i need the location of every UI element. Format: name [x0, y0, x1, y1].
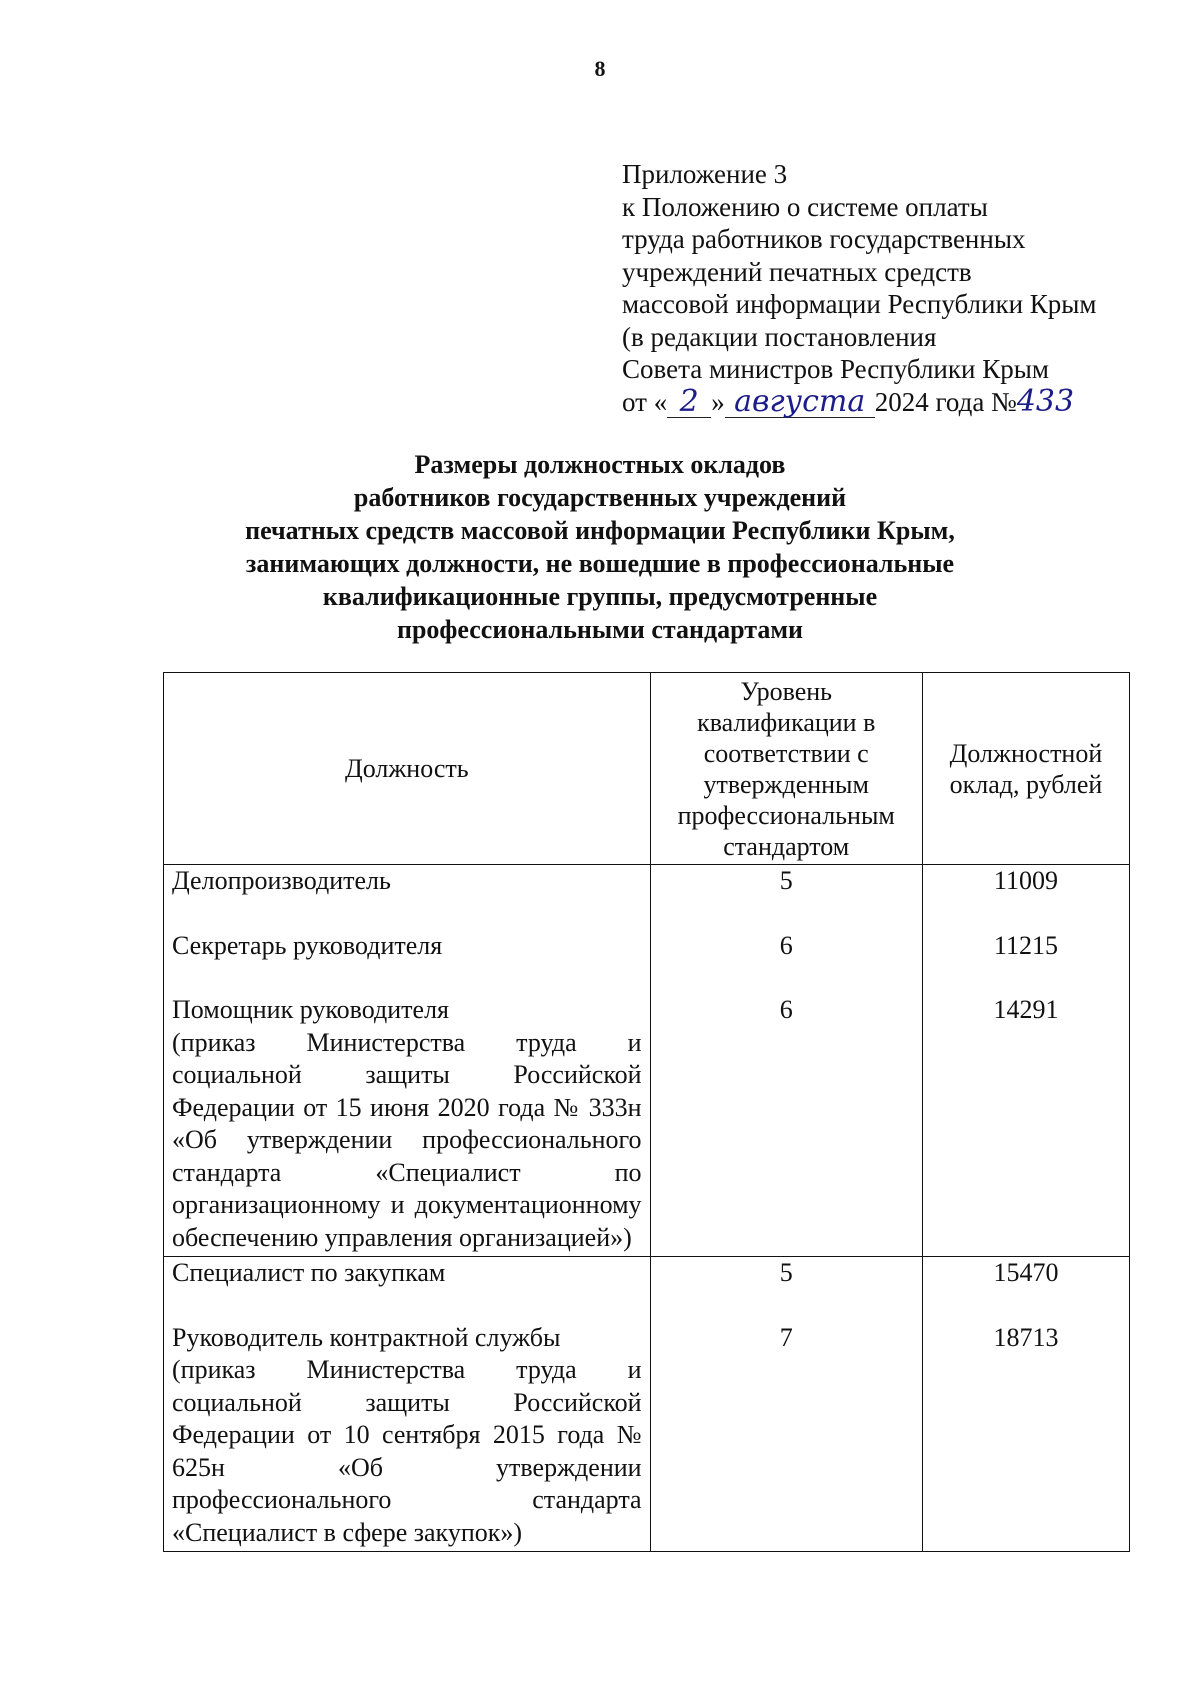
document-title: [0, 448, 1200, 646]
decree-date-line: [622, 383, 1182, 420]
salary-value: 14291: [993, 995, 1059, 1024]
table-row: [164, 1257, 1130, 1552]
header-qualification-level: Уровень квалификации в соответствии с утвержденным профессиональным стандартом: [650, 673, 922, 865]
position-name: Делопроизводитель: [172, 866, 391, 895]
position-cell: [164, 865, 651, 1257]
handwritten-day: 2: [679, 383, 699, 419]
appendix-line: (в редакции постановления: [622, 321, 937, 352]
position-name: Помощник руководителя: [172, 995, 450, 1024]
qualification-level: 5: [779, 866, 793, 895]
position-name: Специалист по закупкам: [172, 1258, 446, 1287]
salary-table: [163, 672, 1130, 1552]
position-name: Секретарь руководителя: [172, 930, 443, 960]
header-salary: Должностной оклад, рублей: [922, 673, 1129, 865]
qualification-cell: [650, 865, 922, 1257]
handwritten-number: 433: [1016, 383, 1075, 419]
qualification-level: 6: [779, 930, 793, 960]
appendix-line: учреждений печатных средств: [622, 256, 972, 287]
date-year: 2024 года №: [874, 386, 1017, 417]
qualification-cell: [650, 1257, 922, 1552]
salary-cell: [922, 1257, 1129, 1552]
qualification-level: 7: [779, 1322, 793, 1352]
salary-value: 18713: [993, 1322, 1059, 1352]
handwritten-month: августа: [734, 383, 866, 419]
title-line: работников государственных учреждений: [353, 483, 847, 512]
table-row: [164, 865, 1130, 1257]
appendix-line: к Положению о системе оплаты: [622, 191, 988, 222]
table-header-row: [164, 673, 1130, 865]
title-line: Размеры должностных окладов: [414, 450, 786, 479]
date-mid: »: [711, 386, 725, 417]
salary-value: 15470: [993, 1258, 1059, 1287]
page-number: 8: [594, 56, 606, 81]
header-position: Должность: [164, 673, 651, 865]
legal-basis-note: (приказ Министерства труда и социальной защиты Российской Федерации от 10 сентября 2015 года № 625н «Об утверждении профессионального стандарта «Специалист в сфере закупок»): [172, 1355, 642, 1547]
title-line: профессиональными стандартами: [396, 615, 804, 644]
title-line: печатных средств массовой информации Республики Крым,: [245, 516, 955, 545]
salary-cell: [922, 865, 1129, 1257]
title-line: занимающих должности, не вошедшие в профессиональные: [245, 549, 955, 578]
salary-value: 11009: [993, 866, 1058, 895]
appendix-line: труда работников государственных: [622, 224, 1026, 254]
salary-value: 11215: [993, 930, 1058, 960]
qualification-level: 5: [779, 1258, 793, 1287]
appendix-line: Совета министров Республики Крым: [622, 354, 1049, 384]
appendix-line: массовой информации Республики Крым: [622, 289, 1097, 319]
title-line: квалификационные группы, предусмотренные: [322, 582, 878, 611]
appendix-block: [622, 158, 1182, 420]
legal-basis-note: (приказ Министерства труда и социальной защиты Российской Федерации от 15 июня 2020 года № 333н «Об утверждении профессионального стандарта «Специалист по организационному и документационному обеспечению управления организацией»): [172, 1027, 642, 1252]
date-prefix: от «: [622, 386, 668, 417]
appendix-line: Приложение 3: [622, 159, 788, 189]
qualification-level: 6: [779, 995, 793, 1024]
position-name: Руководитель контрактной службы: [172, 1322, 561, 1352]
position-cell: [164, 1257, 651, 1552]
